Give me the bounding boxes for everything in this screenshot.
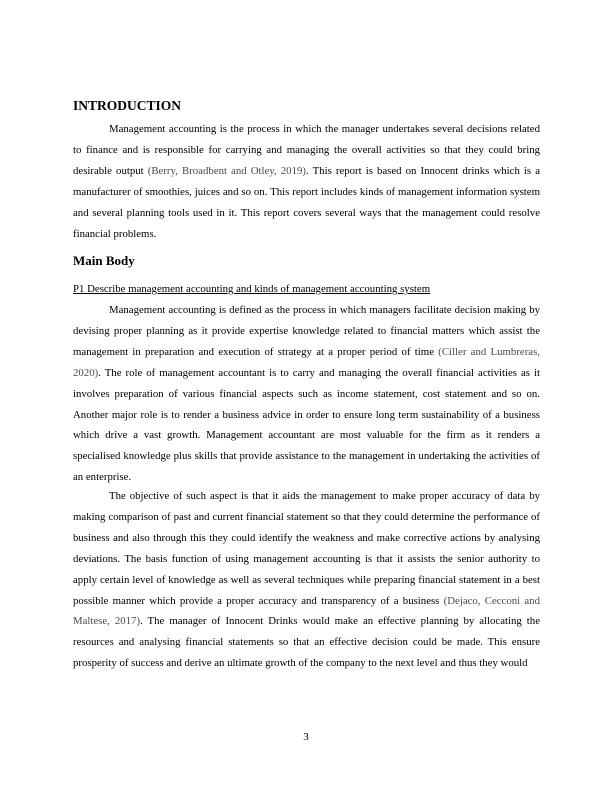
para2-text-part-2: . The role of management accountant is to carry and managing the overall financial activities as it involves preparation of various financial aspects such as income statement, cost statement and so on. Another major role is to render a business advice in order to ensure long term sustainability of a business which drive a vast growth. Management accountant are most valuable for the firm as it renders a specialised knowledge plus skills that provide assistance to the management in undertaking the activities of an enterprise.	[73, 366, 540, 484]
intro-text-part-2: . This report is based on Innocent drinks which is a manufacturer of smoothies, juices and so on. This report includes kinds of management information system and several planning tools used in it. This report covers several ways that the management could resolve financial problems.	[73, 164, 541, 240]
intro-text-part-1: Management accounting is the process in which the manager undertakes several decisions related to finance and is responsible for carrying and managing the overall activities so that they could bring desirable output	[73, 123, 540, 177]
para3-text-part-2: . The manager of Innocent Drinks would make an effective planning by allocating the resources and analysing financial statements so that an effective decision could be made. This ensure prosperity of success and derive an ultimate growth of the company to the next level and thus they would	[73, 615, 540, 670]
page-number: 3	[303, 731, 309, 743]
para2-citation: (Ciller and Lumbreras, 2020)	[73, 345, 540, 379]
para2-text-part-1: Management accounting is defined as the process in which managers facilitate decision making by devising proper planning as it provide expertise knowledge related to financial matters which assist the management in preparation and execution of strategy at a proper period of time	[73, 304, 540, 358]
main-body-heading: Main Body	[73, 253, 135, 268]
para3-text-part-1: The objective of such aspect is that it aids the management to make proper accuracy of data by making comparison of past and current financial statement so that they could determine the performance of business and also through this they could identify the weakness and make corrective actions by analysing deviations. The basis function of using management accounting is that it assists the senior authority to apply certain level of knowledge as well as several techniques while preparing financial statement in a best possible manner which provide a proper accuracy and transparency of a business	[73, 490, 540, 607]
introduction-paragraph	[73, 119, 540, 244]
introduction-heading: INTRODUCTION	[73, 98, 182, 113]
para3-citation: (Dejaco, Cecconi and Maltese, 2017)	[73, 594, 540, 628]
p1-subheading: P1 Describe management accounting and kinds of management accounting system	[73, 283, 431, 295]
intro-citation: (Berry, Broadbent and Otley, 2019)	[147, 164, 306, 177]
objective-paragraph	[73, 486, 540, 674]
management-accounting-definition-paragraph	[73, 300, 540, 488]
